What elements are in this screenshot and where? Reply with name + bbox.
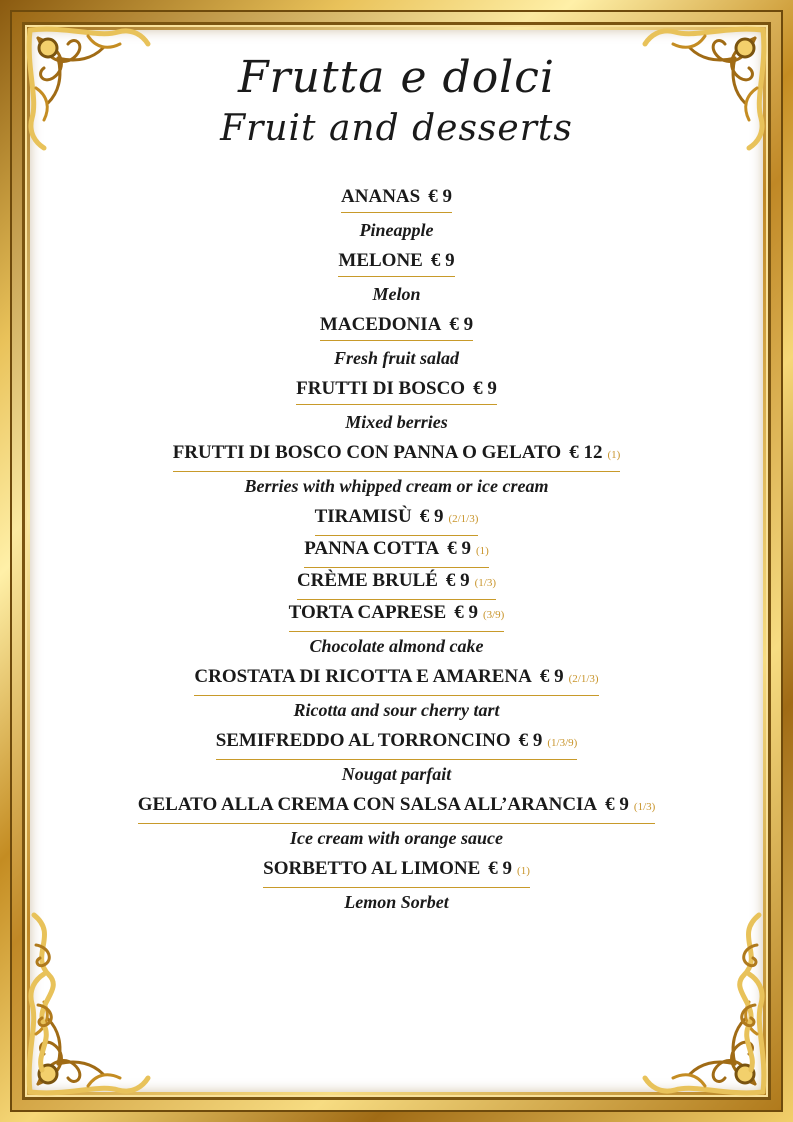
menu-item-heading [338,247,454,277]
menu-item-heading [296,375,497,405]
menu-item-heading [315,503,479,536]
menu-item-price: € 9 [447,538,471,559]
menu-item-price: € 9 [445,570,470,591]
menu-item-heading [194,663,598,696]
menu-item-price: € 9 [430,250,455,271]
menu-title-english: Fruit and desserts [220,108,573,149]
menu-item-allergens: (1/3) [633,801,656,813]
menu-item-name: FRUTTI DI BOSCO CON PANNA O GELATO [172,442,562,463]
menu-item-price: € 9 [605,794,629,815]
menu-item [30,566,763,598]
menu-item-price: € 9 [419,506,444,527]
menu-item-name: MACEDONIA [319,314,442,335]
menu-item [30,502,763,534]
dessert-menu-list [30,182,763,918]
menu-item-translation: Fresh fruit salad [333,348,460,368]
menu-item [30,438,763,470]
menu-item [30,310,763,342]
menu-item-translation: Pineapple [359,220,434,240]
menu-item-translation: Chocolate almond cake [309,636,484,656]
menu-item-price: € 9 [539,666,564,687]
menu-item [30,854,763,886]
menu-item-allergens: (1/3/9) [547,737,578,749]
menu-item-translation: Ricotta and sour cherry tart [293,700,500,720]
menu-item-name: GELATO ALLA CREMA CON SALSA ALL’ARANCIA [137,794,598,815]
menu-item-price: € 9 [454,602,478,623]
menu-item-name: MELONE [338,250,423,271]
menu-item-translation: Berries with whipped cream or ice cream [244,476,549,496]
menu-item-heading [138,791,656,824]
menu-item [30,182,763,214]
menu-item-translation: Ice cream with orange sauce [290,828,503,848]
menu-item-price: € 12 [569,442,603,463]
menu-item-allergens: (2/1/3) [448,513,479,525]
menu-item-name: CRÈME BRULÉ [296,570,438,591]
menu-item-heading [173,439,621,472]
menu-item-name: CROSTATA DI RICOTTA E AMARENA [194,666,532,687]
menu-item-name: PANNA COTTA [304,538,440,559]
menu-item-name: TIRAMISÙ [314,506,412,527]
side-scroll-ornament-right [719,905,779,1075]
menu-item-name: SORBETTO AL LIMONE [263,858,481,879]
menu-item-translation: Lemon Sorbet [344,892,449,912]
menu-item-price: € 9 [488,858,513,879]
menu-item-heading [289,599,505,632]
menu-item-heading [304,535,489,568]
menu-item-allergens: (1/3) [474,577,497,589]
menu-item-heading [263,855,530,888]
menu-item [30,790,763,822]
menu-title-italian: Frutta e dolci [238,52,555,103]
menu-item-price: € 9 [428,186,452,207]
menu-item-allergens: (3/9) [482,609,505,621]
menu-item-heading [216,727,578,760]
menu-item-allergens: (1) [517,865,530,877]
menu-item-heading [341,183,452,213]
menu-item-heading [320,311,473,341]
menu-item [30,534,763,566]
menu-item-allergens: (2/1/3) [568,673,599,685]
menu-item-translation: Nougat parfait [341,764,452,784]
menu-item-allergens: (1) [475,545,489,557]
menu-item-translation: Mixed berries [345,412,448,432]
menu-item-name: ANANAS [341,186,421,207]
side-scroll-ornament-left [14,905,74,1075]
menu-item-name: SEMIFREDDO AL TORRONCINO [215,730,511,751]
menu-item-price: € 9 [518,730,543,751]
menu-item-price: € 9 [449,314,474,335]
menu-item [30,246,763,278]
menu-item [30,662,763,694]
menu-item-name: TORTA CAPRESE [288,602,447,623]
menu-item [30,598,763,630]
menu-item-heading [297,567,496,600]
menu-item-allergens: (1) [607,449,621,461]
menu-item [30,374,763,406]
menu-item [30,726,763,758]
menu-item-name: FRUTTI DI BOSCO [296,378,466,399]
menu-item-price: € 9 [473,378,497,399]
menu-item-translation: Melon [372,284,421,304]
